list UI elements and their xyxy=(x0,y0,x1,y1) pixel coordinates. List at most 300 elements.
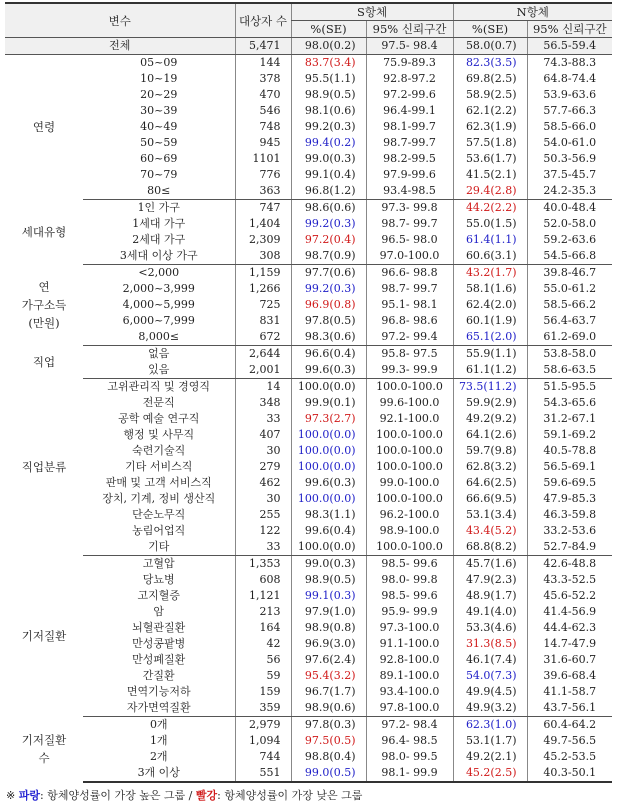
s-ci-cell: 97.2- 98.4 xyxy=(366,717,453,734)
s-ci-cell: 99.0-100.0 xyxy=(366,475,453,491)
table-row xyxy=(5,379,612,396)
footnote-mark: ※ xyxy=(6,789,16,802)
n-cell: 33 xyxy=(235,411,291,427)
n-cell: 378 xyxy=(235,71,291,87)
subgroup-label: 30~39 xyxy=(140,104,178,117)
s-pct-cell: 100.0(0.0) xyxy=(291,491,366,507)
n-cell: 748 xyxy=(235,119,291,135)
n-ci-cell: 45.6-52.2 xyxy=(527,588,612,604)
n-cell: 776 xyxy=(235,167,291,183)
s-pct-cell: 99.0(0.5) xyxy=(291,765,366,782)
subgroup-label: 기타 서비스직 xyxy=(125,460,193,473)
n-cell: 725 xyxy=(235,297,291,313)
subgroup-label: 6,000~7,999 xyxy=(122,314,195,327)
n-ci-cell: 60.4-64.2 xyxy=(527,717,612,734)
subgroup-label: 숙련기술직 xyxy=(132,444,186,457)
n-cell: 59 xyxy=(235,668,291,684)
total-s-ci: 97.5- 98.4 xyxy=(366,38,453,55)
category-label xyxy=(5,346,83,379)
table-row xyxy=(5,395,612,411)
s-ci-cell: 92.8-97.2 xyxy=(366,71,453,87)
subgroup-label: 간질환 xyxy=(142,669,175,682)
subgroup-label: 장치, 기계, 정비 생산직 xyxy=(102,492,216,505)
table-row xyxy=(5,265,612,282)
s-pct-cell: 98.3(1.1) xyxy=(291,507,366,523)
s-ci-cell: 100.0-100.0 xyxy=(366,539,453,556)
n-cell: 470 xyxy=(235,87,291,103)
total-s-pct: 98.0(0.2) xyxy=(291,38,366,55)
footnote xyxy=(6,787,617,803)
n-ci-cell: 31.6-60.7 xyxy=(527,652,612,668)
category-label xyxy=(5,200,83,265)
n-pct-cell: 45.7(1.6) xyxy=(453,556,527,573)
n-ci-cell: 41.4-56.9 xyxy=(527,604,612,620)
s-ci-cell: 98.9-100.0 xyxy=(366,523,453,539)
s-ci-cell: 97.3- 99.8 xyxy=(366,200,453,217)
n-pct-cell: 45.2(2.5) xyxy=(453,765,527,782)
n-pct-cell: 47.9(2.3) xyxy=(453,572,527,588)
n-pct-cell: 53.1(1.7) xyxy=(453,733,527,749)
table-row xyxy=(5,151,612,167)
footnote-blue-text: : 항체양성률이 가장 높은 그룹 / xyxy=(39,789,196,802)
s-pct-cell: 100.0(0.0) xyxy=(291,379,366,396)
table-row xyxy=(5,604,612,620)
n-cell: 144 xyxy=(235,55,291,72)
n-cell: 1,404 xyxy=(235,216,291,232)
s-ci-cell: 97.3-100.0 xyxy=(366,620,453,636)
n-cell: 14 xyxy=(235,379,291,396)
n-cell: 608 xyxy=(235,572,291,588)
n-cell: 1,094 xyxy=(235,733,291,749)
s-pct-cell: 99.0(0.3) xyxy=(291,556,366,573)
s-pct-cell: 98.6(0.6) xyxy=(291,200,366,217)
table-row xyxy=(5,588,612,604)
s-ci-cell: 98.1- 99.9 xyxy=(366,765,453,782)
n-ci-cell: 56.4-63.7 xyxy=(527,313,612,329)
s-pct-cell: 96.9(3.0) xyxy=(291,636,366,652)
category-label-line: 직업분류 xyxy=(21,460,67,474)
n-ci-cell: 52.0-58.0 xyxy=(527,216,612,232)
subgroup-label: 2개 xyxy=(149,750,168,763)
table-row xyxy=(5,475,612,491)
n-cell: 1,353 xyxy=(235,556,291,573)
n-ci-cell: 53.8-58.0 xyxy=(527,346,612,363)
table-row xyxy=(5,346,612,363)
s-pct-cell: 96.8(1.2) xyxy=(291,183,366,200)
n-cell: 945 xyxy=(235,135,291,151)
s-pct-cell: 99.2(0.3) xyxy=(291,216,366,232)
n-ci-cell: 56.5-69.1 xyxy=(527,459,612,475)
s-ci-cell: 92.8-100.0 xyxy=(366,652,453,668)
n-pct-cell: 60.1(1.9) xyxy=(453,313,527,329)
header-s-pct: %(SE) xyxy=(291,21,366,38)
n-cell: 122 xyxy=(235,523,291,539)
subgroup-label: 암 xyxy=(153,605,165,618)
n-cell: 546 xyxy=(235,103,291,119)
n-pct-cell: 64.1(2.6) xyxy=(453,427,527,443)
n-ci-cell: 45.2-53.5 xyxy=(527,749,612,765)
subgroup-label: 50~59 xyxy=(140,136,178,149)
category-label-line: 수 xyxy=(38,751,50,766)
n-cell: 164 xyxy=(235,620,291,636)
n-pct-cell: 31.3(8.5) xyxy=(453,636,527,652)
s-pct-cell: 98.8(0.4) xyxy=(291,749,366,765)
s-pct-cell: 97.7(0.6) xyxy=(291,265,366,282)
total-label: 전체 xyxy=(5,38,235,55)
s-pct-cell: 98.9(0.5) xyxy=(291,572,366,588)
n-cell: 33 xyxy=(235,539,291,556)
s-ci-cell: 97.2- 99.4 xyxy=(366,329,453,346)
n-pct-cell: 53.1(3.4) xyxy=(453,507,527,523)
s-pct-cell: 97.2(0.4) xyxy=(291,232,366,248)
footnote-red-text: : 항체양성률이 가장 낮은 그룹 xyxy=(217,789,363,802)
subgroup-label: 2,000~3,999 xyxy=(122,282,195,295)
s-pct-cell: 99.6(0.4) xyxy=(291,523,366,539)
s-ci-cell: 93.4-98.5 xyxy=(366,183,453,200)
header-n-ci: 95% 신뢰구간 xyxy=(527,21,612,38)
category-label-line: 세대유형 xyxy=(21,225,67,239)
category-label-line: 연 xyxy=(38,280,50,294)
subgroup-label: 10~19 xyxy=(140,72,178,85)
table-row xyxy=(5,329,612,346)
n-ci-cell: 61.2-69.0 xyxy=(527,329,612,346)
subgroup-label: 4,000~5,999 xyxy=(122,298,195,311)
n-cell: 672 xyxy=(235,329,291,346)
subgroup-label: 60~69 xyxy=(140,152,178,165)
n-pct-cell: 66.6(9.5) xyxy=(453,491,527,507)
table-row xyxy=(5,749,612,765)
n-ci-cell: 52.7-84.9 xyxy=(527,539,612,556)
n-pct-cell: 43.4(5.2) xyxy=(453,523,527,539)
n-pct-cell: 57.5(1.8) xyxy=(453,135,527,151)
table-row xyxy=(5,411,612,427)
s-ci-cell: 91.1-100.0 xyxy=(366,636,453,652)
s-ci-cell: 98.0- 99.8 xyxy=(366,572,453,588)
n-pct-cell: 62.8(3.2) xyxy=(453,459,527,475)
s-ci-cell: 100.0-100.0 xyxy=(366,491,453,507)
s-ci-cell: 97.9-99.6 xyxy=(366,167,453,183)
n-pct-cell: 61.1(1.2) xyxy=(453,362,527,379)
total-n: 5,471 xyxy=(235,38,291,55)
n-cell: 1,266 xyxy=(235,281,291,297)
s-ci-cell: 89.1-100.0 xyxy=(366,668,453,684)
n-pct-cell: 53.6(1.7) xyxy=(453,151,527,167)
category-label xyxy=(5,265,83,346)
n-ci-cell: 59.1-69.2 xyxy=(527,427,612,443)
header-s-ci: 95% 신뢰구간 xyxy=(366,21,453,38)
s-ci-cell: 96.8- 98.6 xyxy=(366,313,453,329)
s-ci-cell: 75.9-89.3 xyxy=(366,55,453,72)
n-cell: 308 xyxy=(235,248,291,265)
table-row xyxy=(5,87,612,103)
table-row xyxy=(5,71,612,87)
s-pct-cell: 97.8(0.3) xyxy=(291,717,366,734)
n-ci-cell: 57.7-66.3 xyxy=(527,103,612,119)
n-cell: 831 xyxy=(235,313,291,329)
table-row xyxy=(5,765,612,782)
s-pct-cell: 96.6(0.4) xyxy=(291,346,366,363)
subgroup-label: 3개 이상 xyxy=(83,765,235,782)
s-pct-cell: 83.7(3.4) xyxy=(291,55,366,72)
s-pct-cell: 100.0(0.0) xyxy=(291,459,366,475)
n-pct-cell: 55.0(1.5) xyxy=(453,216,527,232)
n-pct-cell: 62.3(1.9) xyxy=(453,119,527,135)
s-ci-cell: 96.4- 98.5 xyxy=(366,733,453,749)
s-pct-cell: 99.9(0.1) xyxy=(291,395,366,411)
subgroup-label: 공학 예술 연구직 xyxy=(118,412,200,425)
category-label xyxy=(5,55,83,200)
n-cell: 363 xyxy=(235,183,291,200)
n-cell: 2,001 xyxy=(235,362,291,379)
subgroup-label: 판매 및 고객 서비스직 xyxy=(105,476,212,489)
s-pct-cell: 99.2(0.3) xyxy=(291,119,366,135)
s-pct-cell: 97.5(0.5) xyxy=(291,733,366,749)
n-cell: 213 xyxy=(235,604,291,620)
s-ci-cell: 98.1-99.7 xyxy=(366,119,453,135)
n-pct-cell: 59.7(9.8) xyxy=(453,443,527,459)
table-row xyxy=(5,459,612,475)
table-row xyxy=(5,200,612,217)
header-n: 대상자 수 xyxy=(235,3,291,38)
s-ci-cell: 98.7-99.7 xyxy=(366,135,453,151)
s-ci-cell: 96.2-100.0 xyxy=(366,507,453,523)
n-cell: 30 xyxy=(235,491,291,507)
n-cell: 747 xyxy=(235,200,291,217)
s-pct-cell: 96.7(1.7) xyxy=(291,684,366,700)
subgroup-label: 기타 xyxy=(83,539,235,556)
n-cell: 42 xyxy=(235,636,291,652)
n-cell: 2,979 xyxy=(235,717,291,734)
category-label xyxy=(5,717,83,783)
subgroup-label: 0개 xyxy=(149,718,168,731)
s-pct-cell: 98.7(0.9) xyxy=(291,248,366,265)
subgroup-label: 자가면역질환 xyxy=(83,700,235,717)
category-label-line: 가구소득 xyxy=(21,298,67,312)
s-ci-cell: 96.4-99.1 xyxy=(366,103,453,119)
subgroup-label: 80≤ xyxy=(83,183,235,200)
table-row xyxy=(5,281,612,297)
table-row xyxy=(5,620,612,636)
subgroup-label: 만성콩팥병 xyxy=(132,637,186,650)
n-ci-cell: 59.6-69.5 xyxy=(527,475,612,491)
subgroup-label: 당뇨병 xyxy=(142,573,175,586)
n-pct-cell: 41.5(2.1) xyxy=(453,167,527,183)
n-ci-cell: 58.6-63.5 xyxy=(527,362,612,379)
n-pct-cell: 58.9(2.5) xyxy=(453,87,527,103)
n-ci-cell: 33.2-53.6 xyxy=(527,523,612,539)
s-ci-cell: 92.1-100.0 xyxy=(366,411,453,427)
subgroup-label: 단순노무직 xyxy=(132,508,186,521)
n-cell: 462 xyxy=(235,475,291,491)
s-pct-cell: 99.6(0.3) xyxy=(291,475,366,491)
s-pct-cell: 96.9(0.8) xyxy=(291,297,366,313)
s-ci-cell: 99.6-100.0 xyxy=(366,395,453,411)
category-label-line: (만원) xyxy=(28,316,60,330)
n-ci-cell: 59.2-63.6 xyxy=(527,232,612,248)
subgroup-label: 고혈압 xyxy=(142,557,175,570)
n-ci-cell: 74.3-88.3 xyxy=(527,55,612,72)
table-row xyxy=(5,427,612,443)
s-ci-cell: 95.9- 99.9 xyxy=(366,604,453,620)
s-ci-cell: 95.1- 98.1 xyxy=(366,297,453,313)
subgroup-label: 전문직 xyxy=(142,396,175,409)
category-label-line: 기저질환 xyxy=(21,733,67,748)
table-row xyxy=(5,313,612,329)
n-cell: 744 xyxy=(235,749,291,765)
n-ci-cell: 58.5-66.0 xyxy=(527,119,612,135)
s-ci-cell: 93.4-100.0 xyxy=(366,684,453,700)
table-row xyxy=(5,652,612,668)
n-pct-cell: 49.1(4.0) xyxy=(453,604,527,620)
table-row xyxy=(5,103,612,119)
category-label-line: 기저질환 xyxy=(21,629,67,643)
s-pct-cell: 99.1(0.4) xyxy=(291,167,366,183)
table-row xyxy=(5,167,612,183)
n-ci-cell: 43.7-56.1 xyxy=(527,700,612,717)
s-pct-cell: 99.1(0.3) xyxy=(291,588,366,604)
n-pct-cell: 53.3(4.6) xyxy=(453,620,527,636)
table-body xyxy=(5,38,612,783)
n-cell: 551 xyxy=(235,765,291,782)
subgroup-label: 1인 가구 xyxy=(137,201,180,214)
n-ci-cell: 42.6-48.8 xyxy=(527,556,612,573)
antibody-table xyxy=(5,2,612,783)
n-pct-cell: 49.9(3.2) xyxy=(453,700,527,717)
s-ci-cell: 98.0- 99.5 xyxy=(366,749,453,765)
n-cell: 255 xyxy=(235,507,291,523)
n-pct-cell: 65.1(2.0) xyxy=(453,329,527,346)
table-row xyxy=(5,523,612,539)
n-ci-cell: 37.5-45.7 xyxy=(527,167,612,183)
n-pct-cell: 59.9(2.9) xyxy=(453,395,527,411)
s-ci-cell: 97.0-100.0 xyxy=(366,248,453,265)
n-ci-cell: 64.8-74.4 xyxy=(527,71,612,87)
table-row xyxy=(5,539,612,556)
subgroup-label: 고위관리직 및 경영직 xyxy=(107,380,211,393)
n-ci-cell: 55.0-61.2 xyxy=(527,281,612,297)
s-ci-cell: 97.8-100.0 xyxy=(366,700,453,717)
n-pct-cell: 46.1(7.4) xyxy=(453,652,527,668)
n-pct-cell: 58.1(1.6) xyxy=(453,281,527,297)
n-pct-cell: 49.9(4.5) xyxy=(453,684,527,700)
n-pct-cell: 55.9(1.1) xyxy=(453,346,527,363)
table-row xyxy=(5,491,612,507)
s-pct-cell: 97.8(0.5) xyxy=(291,313,366,329)
n-pct-cell: 62.4(2.0) xyxy=(453,297,527,313)
footnote-red-key: 빨강 xyxy=(195,789,218,802)
table-row xyxy=(5,232,612,248)
subgroup-label: <2,000 xyxy=(138,266,180,279)
table-row xyxy=(5,636,612,652)
table-row xyxy=(5,572,612,588)
table-row xyxy=(5,362,612,379)
s-ci-cell: 95.8- 97.5 xyxy=(366,346,453,363)
s-pct-cell: 99.4(0.2) xyxy=(291,135,366,151)
n-pct-cell: 62.3(1.0) xyxy=(453,717,527,734)
n-ci-cell: 41.1-58.7 xyxy=(527,684,612,700)
n-ci-cell: 47.9-85.3 xyxy=(527,491,612,507)
s-pct-cell: 98.1(0.6) xyxy=(291,103,366,119)
table-row xyxy=(5,297,612,313)
s-ci-cell: 96.5- 98.0 xyxy=(366,232,453,248)
subgroup-label: 70~79 xyxy=(140,168,178,181)
n-ci-cell: 58.5-66.2 xyxy=(527,297,612,313)
subgroup-label: 농림어업직 xyxy=(132,524,186,537)
n-cell: 1101 xyxy=(235,151,291,167)
n-ci-cell: 44.4-62.3 xyxy=(527,620,612,636)
n-cell: 1,159 xyxy=(235,265,291,282)
table-row xyxy=(5,443,612,459)
table-row xyxy=(5,135,612,151)
n-pct-cell: 61.4(1.1) xyxy=(453,232,527,248)
s-pct-cell: 97.3(2.7) xyxy=(291,411,366,427)
s-ci-cell: 98.5- 99.6 xyxy=(366,556,453,573)
n-ci-cell: 54.0-61.0 xyxy=(527,135,612,151)
s-ci-cell: 100.0-100.0 xyxy=(366,443,453,459)
s-pct-cell: 95.4(3.2) xyxy=(291,668,366,684)
n-pct-cell: 43.2(1.7) xyxy=(453,265,527,282)
s-ci-cell: 100.0-100.0 xyxy=(366,427,453,443)
footnote-blue-key: 파랑 xyxy=(18,789,40,802)
s-pct-cell: 99.0(0.3) xyxy=(291,151,366,167)
s-pct-cell: 97.6(2.4) xyxy=(291,652,366,668)
n-pct-cell: 54.0(7.3) xyxy=(453,668,527,684)
table-row xyxy=(5,700,612,717)
s-ci-cell: 98.5- 99.6 xyxy=(366,588,453,604)
n-ci-cell: 53.9-63.6 xyxy=(527,87,612,103)
s-pct-cell: 100.0(0.0) xyxy=(291,539,366,556)
s-pct-cell: 100.0(0.0) xyxy=(291,427,366,443)
subgroup-label: 8,000≤ xyxy=(83,329,235,346)
n-cell: 407 xyxy=(235,427,291,443)
subgroup-label: 면역기능저하 xyxy=(126,685,191,698)
header-s-antibody: S항체 xyxy=(291,3,453,21)
category-label xyxy=(5,556,83,717)
s-ci-cell: 98.7- 99.7 xyxy=(366,281,453,297)
s-pct-cell: 100.0(0.0) xyxy=(291,443,366,459)
n-cell: 1,121 xyxy=(235,588,291,604)
subgroup-label: 20~29 xyxy=(140,88,178,101)
s-pct-cell: 98.9(0.8) xyxy=(291,620,366,636)
category-label-line: 연령 xyxy=(32,120,56,135)
n-cell: 359 xyxy=(235,700,291,717)
n-cell: 56 xyxy=(235,652,291,668)
table-row xyxy=(5,668,612,684)
s-pct-cell: 98.9(0.6) xyxy=(291,700,366,717)
n-cell: 2,309 xyxy=(235,232,291,248)
s-pct-cell: 98.3(0.6) xyxy=(291,329,366,346)
subgroup-label: 있음 xyxy=(83,362,235,379)
n-cell: 348 xyxy=(235,395,291,411)
table-row xyxy=(5,183,612,200)
total-n-pct: 58.0(0.7) xyxy=(453,38,527,55)
n-pct-cell: 60.6(3.1) xyxy=(453,248,527,265)
n-ci-cell: 40.3-50.1 xyxy=(527,765,612,782)
table-row xyxy=(5,733,612,749)
s-pct-cell: 99.6(0.3) xyxy=(291,362,366,379)
s-ci-cell: 96.6- 98.8 xyxy=(366,265,453,282)
n-pct-cell: 49.2(2.1) xyxy=(453,749,527,765)
header-n-antibody: N항체 xyxy=(453,3,612,21)
n-pct-cell: 48.9(1.7) xyxy=(453,588,527,604)
n-ci-cell: 50.3-56.9 xyxy=(527,151,612,167)
n-ci-cell: 51.5-95.5 xyxy=(527,379,612,396)
subgroup-label: 만성폐질환 xyxy=(132,653,186,666)
table-row xyxy=(5,507,612,523)
category-label xyxy=(5,379,83,556)
subgroup-label: 행정 및 사무직 xyxy=(123,428,195,441)
n-cell: 159 xyxy=(235,684,291,700)
